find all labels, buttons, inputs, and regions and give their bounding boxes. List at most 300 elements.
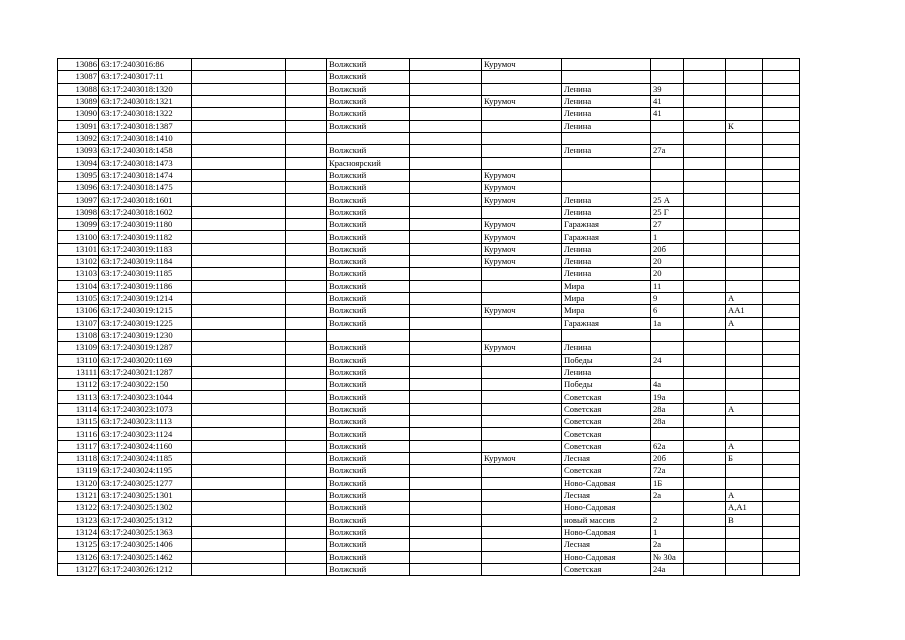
table-row [58,132,800,144]
empty-cell [410,231,482,243]
row-number-cell: 13107 [58,317,99,329]
building-letter-cell [726,145,763,157]
table-row [58,366,800,378]
building-letter-cell [726,354,763,366]
empty-cell [192,292,286,304]
empty-cell [763,551,800,563]
empty-cell [286,132,327,144]
street-cell: Мира [562,292,651,304]
cadastral-number-cell: 63:17:2403018:1410 [99,132,192,144]
table-row [58,145,800,157]
empty-cell [192,539,286,551]
cadastral-number-cell: 63:17:2403023:1124 [99,428,192,440]
empty-cell [684,379,726,391]
empty-cell [286,95,327,107]
building-letter-cell: К [726,120,763,132]
empty-cell [763,354,800,366]
building-letter-cell: А [726,440,763,452]
district-cell: Волжский [327,145,410,157]
street-cell [562,157,651,169]
empty-cell [286,354,327,366]
empty-cell [410,477,482,489]
table-row [58,477,800,489]
table-row [58,95,800,107]
district-cell [327,132,410,144]
empty-cell [192,83,286,95]
empty-cell [763,489,800,501]
table-row [58,182,800,194]
row-number-cell: 13106 [58,305,99,317]
table-row [58,280,800,292]
empty-cell [286,108,327,120]
empty-cell [192,182,286,194]
building-letter-cell [726,539,763,551]
row-number-cell: 13118 [58,453,99,465]
street-cell: Победы [562,379,651,391]
empty-cell [286,416,327,428]
street-cell: Гаражная [562,317,651,329]
table-row [58,169,800,181]
street-cell: Лесная [562,489,651,501]
empty-cell [763,477,800,489]
street-cell [562,71,651,83]
empty-cell [286,539,327,551]
building-letter-cell [726,157,763,169]
empty-cell [286,489,327,501]
empty-cell [286,305,327,317]
street-cell: Ново-Садовая [562,477,651,489]
row-number-cell: 13094 [58,157,99,169]
cadastral-number-cell: 63:17:2403019:1287 [99,342,192,354]
empty-cell [410,342,482,354]
empty-cell [410,305,482,317]
table-row [58,539,800,551]
empty-cell [410,292,482,304]
house-number-cell: 25 А [651,194,684,206]
table-row [58,551,800,563]
table-row [58,428,800,440]
settlement-cell [482,403,562,415]
street-cell: Мира [562,280,651,292]
empty-cell [286,182,327,194]
empty-cell [410,317,482,329]
row-number-cell: 13108 [58,329,99,341]
empty-cell [286,514,327,526]
building-letter-cell [726,59,763,71]
row-number-cell: 13092 [58,132,99,144]
settlement-cell [482,132,562,144]
settlement-cell [482,477,562,489]
building-letter-cell [726,563,763,575]
row-number-cell: 13102 [58,256,99,268]
empty-cell [192,145,286,157]
district-cell: Волжский [327,366,410,378]
settlement-cell [482,329,562,341]
empty-cell [684,403,726,415]
empty-cell [684,120,726,132]
street-cell: Ленина [562,243,651,255]
table-row [58,256,800,268]
empty-cell [192,317,286,329]
empty-cell [410,59,482,71]
settlement-cell [482,354,562,366]
district-cell: Волжский [327,59,410,71]
row-number-cell: 13105 [58,292,99,304]
table-row [58,71,800,83]
settlement-cell: Курумоч [482,342,562,354]
empty-cell [763,514,800,526]
house-number-cell [651,157,684,169]
building-letter-cell [726,465,763,477]
house-number-cell [651,59,684,71]
building-letter-cell [726,194,763,206]
row-number-cell: 13087 [58,71,99,83]
settlement-cell [482,526,562,538]
table-row [58,342,800,354]
street-cell: Советская [562,391,651,403]
empty-cell [192,256,286,268]
table-row [58,292,800,304]
street-cell: Гаражная [562,231,651,243]
empty-cell [192,95,286,107]
house-number-cell: 2 [651,514,684,526]
empty-cell [192,169,286,181]
building-letter-cell [726,551,763,563]
settlement-cell [482,465,562,477]
empty-cell [684,268,726,280]
house-number-cell: 62а [651,440,684,452]
house-number-cell [651,329,684,341]
district-cell: Волжский [327,206,410,218]
street-cell: Ленина [562,194,651,206]
table-row [58,243,800,255]
empty-cell [763,71,800,83]
district-cell [327,329,410,341]
building-letter-cell [726,268,763,280]
settlement-cell: Курумоч [482,194,562,206]
empty-cell [684,440,726,452]
settlement-cell: Курумоч [482,243,562,255]
district-cell: Волжский [327,539,410,551]
district-cell: Волжский [327,243,410,255]
empty-cell [192,465,286,477]
house-number-cell: 9 [651,292,684,304]
cadastral-number-cell: 63:17:2403019:1180 [99,219,192,231]
building-letter-cell [726,428,763,440]
row-number-cell: 13089 [58,95,99,107]
cadastral-number-cell: 63:17:2403018:1458 [99,145,192,157]
cadastral-number-cell: 63:17:2403024:1160 [99,440,192,452]
cadastral-number-cell: 63:17:2403023:1113 [99,416,192,428]
table-row [58,317,800,329]
empty-cell [410,379,482,391]
building-letter-cell [726,256,763,268]
settlement-cell [482,489,562,501]
district-cell: Волжский [327,268,410,280]
empty-cell [410,243,482,255]
cadastral-number-cell: 63:17:2403019:1225 [99,317,192,329]
house-number-cell [651,71,684,83]
cadastral-number-cell: 63:17:2403017:11 [99,71,192,83]
empty-cell [410,551,482,563]
district-cell: Волжский [327,526,410,538]
empty-cell [410,539,482,551]
building-letter-cell [726,182,763,194]
cadastral-number-cell: 63:17:2403025:1312 [99,514,192,526]
empty-cell [763,563,800,575]
settlement-cell [482,366,562,378]
district-cell: Волжский [327,256,410,268]
cadastral-number-cell: 63:17:2403018:1474 [99,169,192,181]
cadastral-number-cell: 63:17:2403019:1183 [99,243,192,255]
district-cell: Красноярский [327,157,410,169]
table-row [58,453,800,465]
building-letter-cell [726,83,763,95]
row-number-cell: 13104 [58,280,99,292]
empty-cell [192,120,286,132]
district-cell: Волжский [327,194,410,206]
empty-cell [410,416,482,428]
table-row [58,514,800,526]
empty-cell [684,59,726,71]
empty-cell [763,169,800,181]
house-number-cell: 27а [651,145,684,157]
empty-cell [763,182,800,194]
empty-cell [286,231,327,243]
row-number-cell: 13120 [58,477,99,489]
row-number-cell: 13091 [58,120,99,132]
house-number-cell: 2а [651,489,684,501]
empty-cell [192,243,286,255]
empty-cell [684,219,726,231]
building-letter-cell [726,132,763,144]
empty-cell [286,280,327,292]
building-letter-cell [726,416,763,428]
empty-cell [192,551,286,563]
table-row [58,305,800,317]
house-number-cell: 1Б [651,477,684,489]
cadastral-number-cell: 63:17:2403018:1321 [99,95,192,107]
empty-cell [410,182,482,194]
house-number-cell: № 30а [651,551,684,563]
empty-cell [410,563,482,575]
empty-cell [410,83,482,95]
table-row [58,354,800,366]
cadastral-number-cell: 63:17:2403023:1073 [99,403,192,415]
district-cell: Волжский [327,477,410,489]
street-cell [562,169,651,181]
building-letter-cell [726,477,763,489]
building-letter-cell [726,329,763,341]
row-number-cell: 13114 [58,403,99,415]
house-number-cell: 1 [651,526,684,538]
table-row [58,219,800,231]
empty-cell [192,440,286,452]
empty-cell [763,539,800,551]
row-number-cell: 13095 [58,169,99,181]
house-number-cell [651,182,684,194]
district-cell: Волжский [327,317,410,329]
empty-cell [763,391,800,403]
district-cell: Волжский [327,502,410,514]
empty-cell [684,502,726,514]
house-number-cell: 20 [651,268,684,280]
empty-cell [763,440,800,452]
row-number-cell: 13126 [58,551,99,563]
empty-cell [286,403,327,415]
empty-cell [684,95,726,107]
empty-cell [684,477,726,489]
house-number-cell: 1а [651,317,684,329]
empty-cell [286,169,327,181]
empty-cell [192,132,286,144]
row-number-cell: 13097 [58,194,99,206]
house-number-cell: 2а [651,539,684,551]
empty-cell [684,526,726,538]
row-number-cell: 13109 [58,342,99,354]
settlement-cell: Курумоч [482,305,562,317]
street-cell: новый массив [562,514,651,526]
settlement-cell: Курумоч [482,169,562,181]
row-number-cell: 13100 [58,231,99,243]
empty-cell [410,329,482,341]
empty-cell [192,514,286,526]
empty-cell [763,268,800,280]
empty-cell [410,157,482,169]
empty-cell [192,526,286,538]
empty-cell [192,354,286,366]
empty-cell [192,477,286,489]
empty-cell [763,256,800,268]
empty-cell [192,157,286,169]
house-number-cell [651,366,684,378]
records-table [57,58,800,576]
settlement-cell: Курумоч [482,231,562,243]
settlement-cell: Курумоч [482,59,562,71]
empty-cell [763,305,800,317]
district-cell: Волжский [327,71,410,83]
empty-cell [286,342,327,354]
building-letter-cell [726,231,763,243]
building-letter-cell [726,342,763,354]
empty-cell [192,502,286,514]
empty-cell [410,280,482,292]
street-cell: Лесная [562,453,651,465]
house-number-cell: 39 [651,83,684,95]
empty-cell [684,317,726,329]
empty-cell [192,391,286,403]
district-cell: Волжский [327,489,410,501]
house-number-cell [651,502,684,514]
empty-cell [763,342,800,354]
empty-cell [286,551,327,563]
empty-cell [763,83,800,95]
street-cell: Советская [562,440,651,452]
house-number-cell [651,342,684,354]
empty-cell [286,329,327,341]
empty-cell [763,243,800,255]
street-cell: Советская [562,465,651,477]
empty-cell [410,514,482,526]
settlement-cell: Курумоч [482,256,562,268]
empty-cell [410,71,482,83]
house-number-cell: 41 [651,108,684,120]
street-cell [562,132,651,144]
empty-cell [763,416,800,428]
street-cell: Ново-Садовая [562,526,651,538]
empty-cell [286,526,327,538]
house-number-cell: 24а [651,563,684,575]
empty-cell [684,243,726,255]
building-letter-cell: А [726,489,763,501]
cadastral-number-cell: 63:17:2403023:1044 [99,391,192,403]
house-number-cell: 4а [651,379,684,391]
cadastral-number-cell: 63:17:2403019:1186 [99,280,192,292]
district-cell: Волжский [327,465,410,477]
table-row [58,59,800,71]
row-number-cell: 13088 [58,83,99,95]
district-cell: Волжский [327,514,410,526]
table-row [58,403,800,415]
cadastral-number-cell: 63:17:2403018:1473 [99,157,192,169]
cadastral-number-cell: 63:17:2403018:1322 [99,108,192,120]
empty-cell [763,292,800,304]
cadastral-number-cell: 63:17:2403025:1277 [99,477,192,489]
street-cell: Мира [562,305,651,317]
empty-cell [684,292,726,304]
building-letter-cell: Б [726,453,763,465]
empty-cell [763,194,800,206]
empty-cell [192,563,286,575]
street-cell: Ленина [562,120,651,132]
row-number-cell: 13093 [58,145,99,157]
cadastral-number-cell: 63:17:2403019:1184 [99,256,192,268]
house-number-cell: 25 Г [651,206,684,218]
empty-cell [763,403,800,415]
settlement-cell [482,145,562,157]
district-cell: Волжский [327,391,410,403]
street-cell: Советская [562,428,651,440]
street-cell: Лесная [562,539,651,551]
empty-cell [763,280,800,292]
settlement-cell [482,440,562,452]
house-number-cell: 24 [651,354,684,366]
settlement-cell [482,268,562,280]
empty-cell [763,145,800,157]
empty-cell [763,231,800,243]
empty-cell [763,219,800,231]
street-cell: Ленина [562,342,651,354]
cadastral-number-cell: 63:17:2403016:86 [99,59,192,71]
empty-cell [684,453,726,465]
house-number-cell: 6 [651,305,684,317]
settlement-cell [482,563,562,575]
empty-cell [763,526,800,538]
street-cell: Гаражная [562,219,651,231]
empty-cell [410,169,482,181]
street-cell: Ново-Садовая [562,551,651,563]
street-cell: Победы [562,354,651,366]
empty-cell [286,243,327,255]
empty-cell [286,268,327,280]
row-number-cell: 13115 [58,416,99,428]
empty-cell [192,108,286,120]
empty-cell [286,256,327,268]
cadastral-number-cell: 63:17:2403025:1406 [99,539,192,551]
cadastral-number-cell: 63:17:2403021:1287 [99,366,192,378]
empty-cell [410,526,482,538]
table-row [58,268,800,280]
